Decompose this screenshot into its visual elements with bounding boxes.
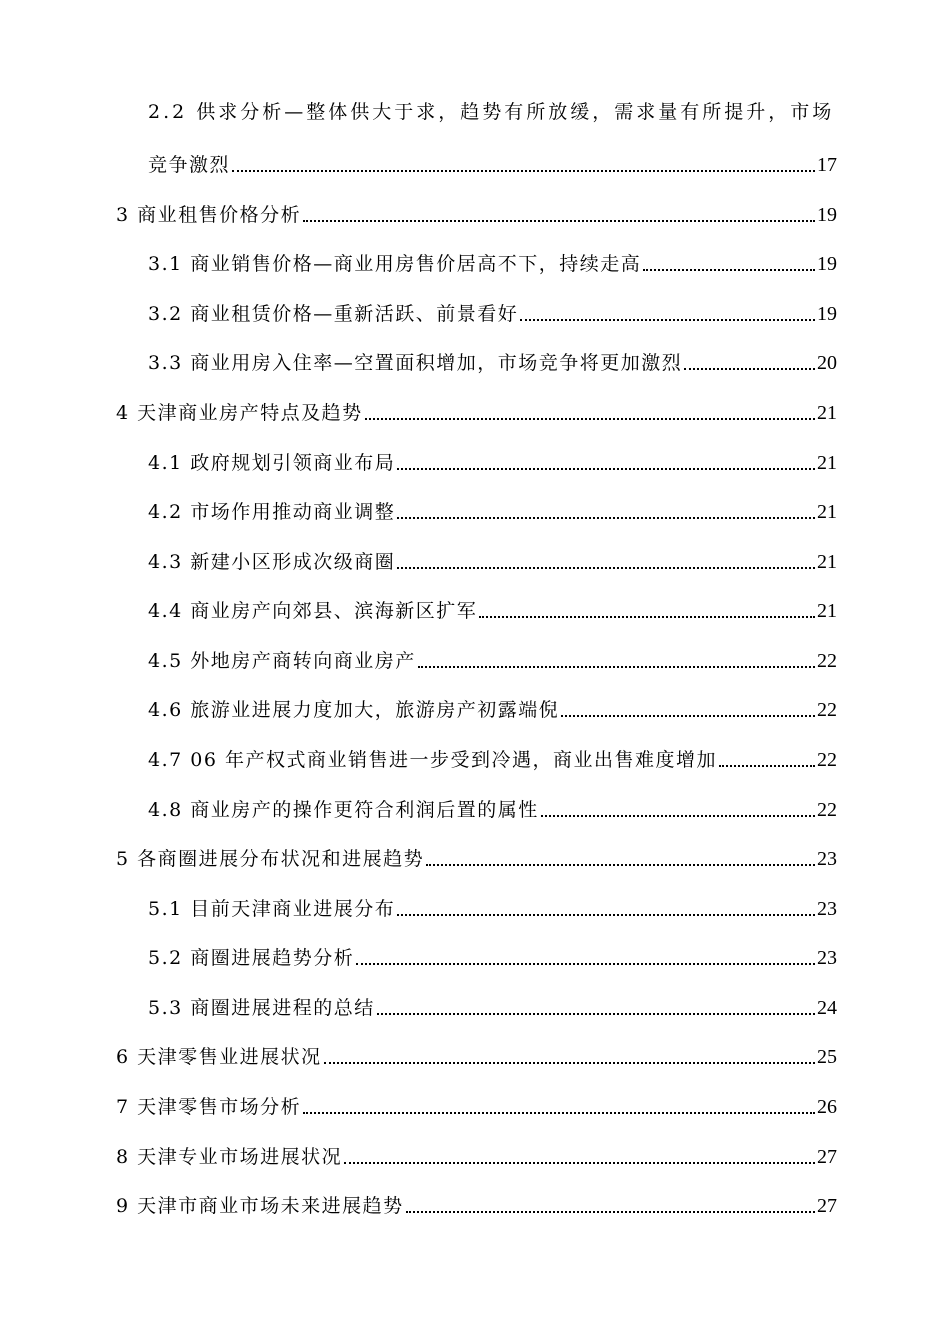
toc-entry-6[interactable] — [0, 1037, 950, 1069]
toc-entry-3-3[interactable] — [0, 343, 950, 375]
dot-leader — [303, 1112, 815, 1114]
toc-entry-title: 5.1 目前天津商业进展分布 — [148, 898, 396, 920]
toc-entry-title: 竞争激烈 — [148, 154, 231, 176]
toc-entry-title: 4.2 市场作用推动商业调整 — [148, 501, 396, 523]
toc-page-number: 17 — [817, 154, 837, 176]
toc-page-number: 19 — [817, 253, 837, 275]
toc-page-number: 24 — [817, 997, 837, 1019]
dot-leader — [418, 666, 815, 668]
dot-leader — [397, 914, 815, 916]
toc-entry-4[interactable] — [0, 393, 950, 425]
dot-leader — [303, 220, 815, 222]
dot-leader — [365, 418, 815, 420]
toc-entry-title: 4.4 商业房产向郊县、滨海新区扩军 — [148, 600, 478, 622]
toc-entry-5[interactable] — [0, 839, 950, 871]
toc-entry-title: 4.1 政府规划引领商业布局 — [148, 452, 396, 474]
toc-page-number: 21 — [817, 402, 837, 424]
toc-entry-title: 4.8 商业房产的操作更符合利润后置的属性 — [148, 799, 539, 821]
dot-leader — [643, 269, 815, 271]
toc-entry-title: 3.2 商业租赁价格—重新活跃、前景看好 — [148, 303, 519, 325]
toc-entry-title: 4.3 新建小区形成次级商圈 — [148, 551, 396, 573]
toc-entry-3[interactable] — [0, 195, 950, 227]
toc-entry-title: 4 天津商业房产特点及趋势 — [116, 402, 363, 424]
toc-entry-title: 7 天津零售市场分析 — [116, 1096, 302, 1118]
toc-entry-4-2[interactable] — [0, 492, 950, 524]
toc-entry-title: 8 天津专业市场进展状况 — [116, 1146, 343, 1168]
dot-leader — [377, 1013, 815, 1015]
toc-page-number: 22 — [817, 799, 837, 821]
toc-entry-4-5[interactable] — [0, 641, 950, 673]
dot-leader — [426, 864, 815, 866]
toc-entry-8[interactable] — [0, 1137, 950, 1169]
toc-page-number: 26 — [817, 1096, 837, 1118]
toc-entry-title: 5 各商圈进展分布状况和进展趋势 — [116, 848, 425, 870]
toc-entry-7[interactable] — [0, 1087, 950, 1119]
toc-entry-title: 5.3 商圈进展进程的总结 — [148, 997, 375, 1019]
toc-entry-5-2[interactable] — [0, 938, 950, 970]
toc-entry-title: 4.6 旅游业进展力度加大，旅游房产初露端倪 — [148, 699, 560, 721]
dot-leader — [561, 715, 815, 717]
toc-page-number: 22 — [817, 650, 837, 672]
dot-leader — [520, 319, 815, 321]
toc-page-number: 22 — [817, 749, 837, 771]
toc-entry-5-3[interactable] — [0, 988, 950, 1020]
dot-leader — [356, 963, 815, 965]
toc-page-number: 21 — [817, 600, 837, 622]
dot-leader — [397, 468, 815, 470]
toc-page-number: 27 — [817, 1195, 837, 1217]
toc-page-number: 23 — [817, 898, 837, 920]
toc-entry-5-1[interactable] — [0, 889, 950, 921]
toc-page-number: 19 — [817, 303, 837, 325]
toc-entry-4-4[interactable] — [0, 591, 950, 623]
toc-entry-4-7[interactable] — [0, 740, 950, 772]
toc-entry-title: 3.3 商业用房入住率—空置面积增加，市场竞争将更加激烈 — [148, 352, 683, 374]
toc-entry-4-8[interactable] — [0, 790, 950, 822]
toc-entry-2-2-first-line[interactable]: 2.2 供求分析—整体供大于求，趋势有所放缓，需求量有所提升，市场 — [148, 101, 835, 123]
toc-entry-title: 5.2 商圈进展趋势分析 — [148, 947, 355, 969]
dot-leader — [684, 368, 815, 370]
toc-page-number: 21 — [817, 501, 837, 523]
toc-entry-4-3[interactable] — [0, 542, 950, 574]
toc-entry-2-2[interactable] — [0, 145, 950, 177]
toc-entry-title: 3 商业租售价格分析 — [116, 204, 302, 226]
dot-leader — [324, 1062, 815, 1064]
toc-entry-title: 9 天津市商业市场未来进展趋势 — [116, 1195, 404, 1217]
dot-leader — [344, 1162, 815, 1164]
dot-leader — [719, 765, 815, 767]
toc-entry-title: 6 天津零售业进展状况 — [116, 1046, 322, 1068]
toc-page-number: 21 — [817, 452, 837, 474]
toc-page-number: 23 — [817, 848, 837, 870]
dot-leader — [397, 567, 815, 569]
toc-entry-title: 4.7 06 年产权式商业销售进一步受到冷遇，商业出售难度增加 — [148, 749, 717, 771]
toc-entry-3-2[interactable] — [0, 294, 950, 326]
toc-page-number: 25 — [817, 1046, 837, 1068]
dot-leader — [397, 517, 815, 519]
toc-entry-4-6[interactable] — [0, 690, 950, 722]
toc-entry-title: 3.1 商业销售价格—商业用房售价居高不下，持续走高 — [148, 253, 642, 275]
toc-page-number: 27 — [817, 1146, 837, 1168]
dot-leader — [479, 616, 815, 618]
toc-page-number: 22 — [817, 699, 837, 721]
toc-entry-4-1[interactable] — [0, 443, 950, 475]
toc-entry-title: 4.5 外地房产商转向商业房产 — [148, 650, 416, 672]
toc-page-number: 21 — [817, 551, 837, 573]
toc-page-number: 19 — [817, 204, 837, 226]
dot-leader — [232, 170, 815, 172]
toc-entry-9[interactable] — [0, 1186, 950, 1218]
toc-page-number: 20 — [817, 352, 837, 374]
toc-entry-3-1[interactable] — [0, 244, 950, 276]
dot-leader — [406, 1211, 815, 1213]
toc-page-number: 23 — [817, 947, 837, 969]
dot-leader — [541, 815, 815, 817]
